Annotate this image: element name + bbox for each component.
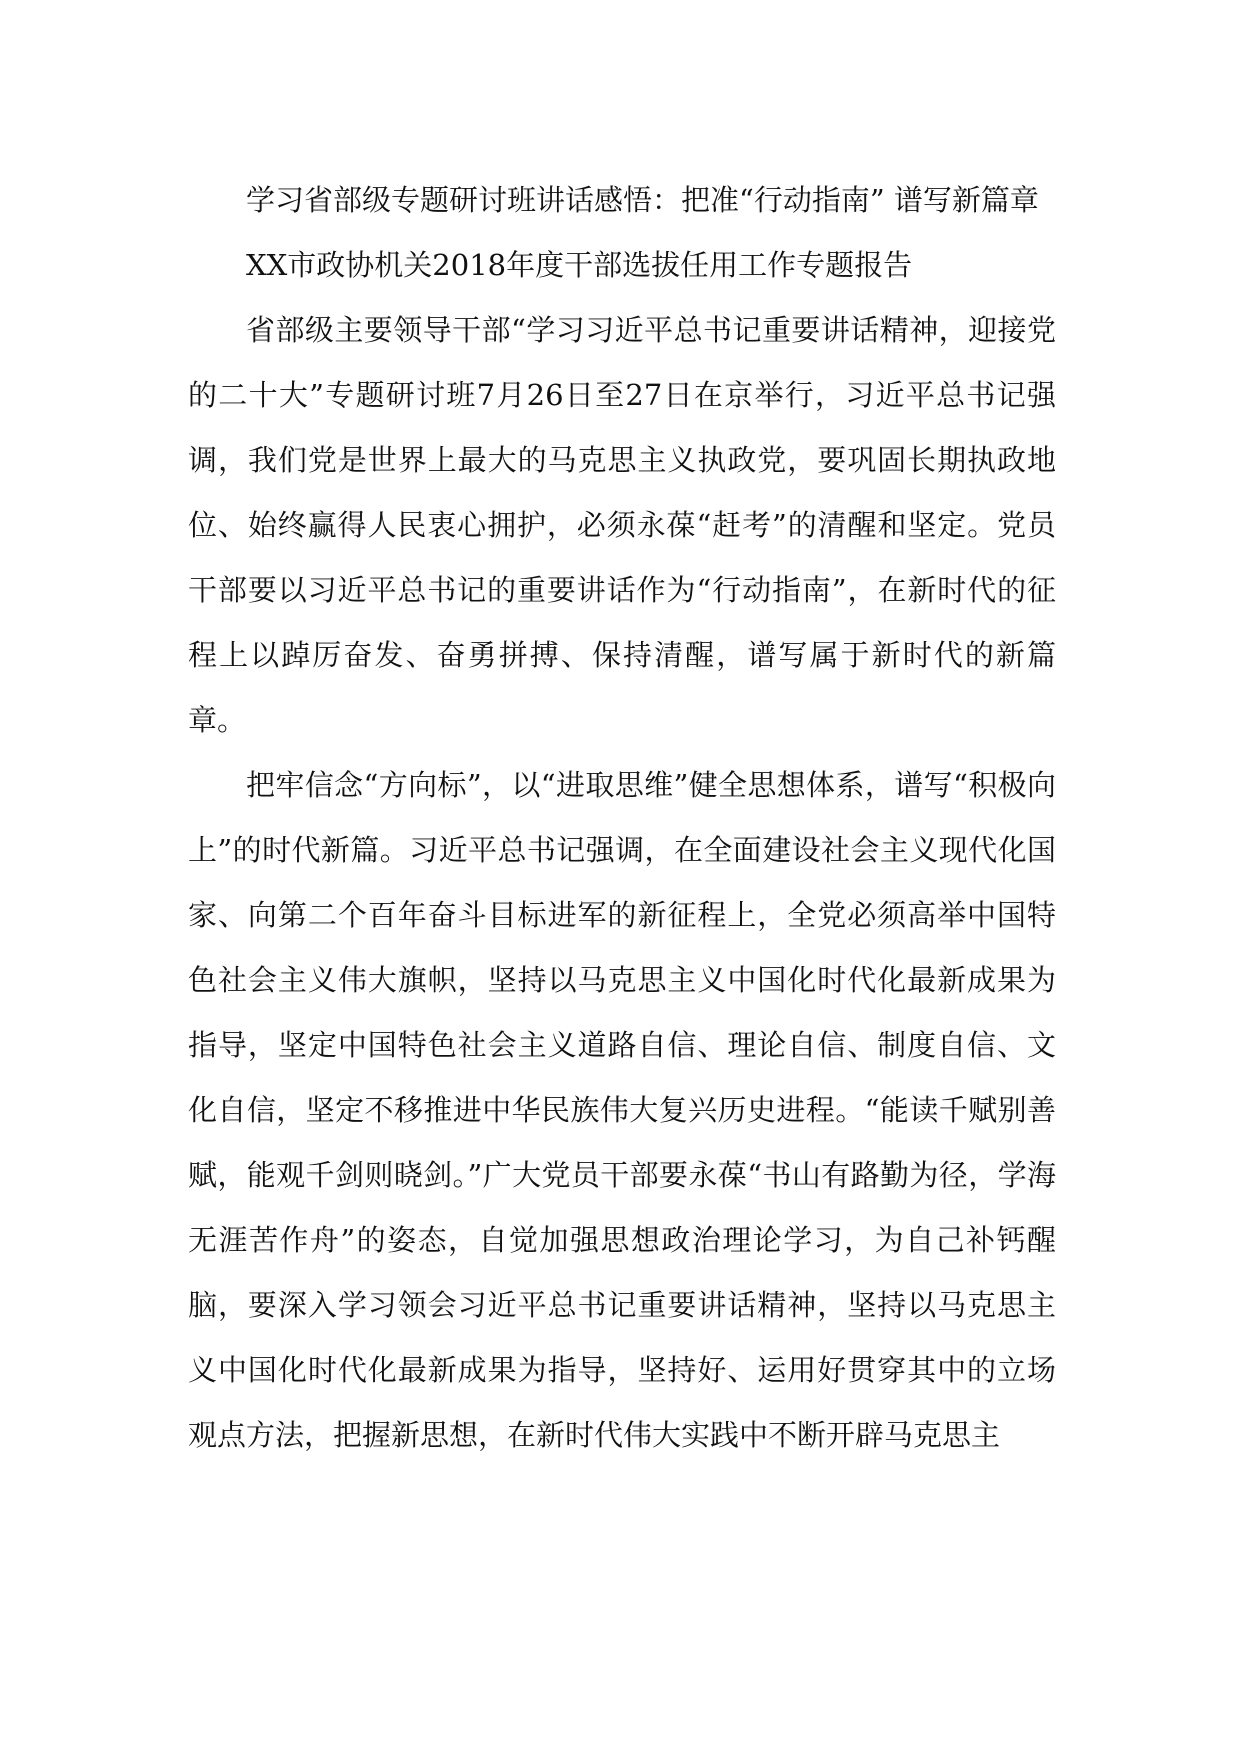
document-body: [188, 168, 1056, 1468]
document-subtitle: XX市政协机关2018年度干部选拔任用工作专题报告: [246, 248, 913, 282]
body-paragraph-2: 把牢信念“方向标”，以“进取思维”健全思想体系，谱写“积极向上”的时代新篇。习近平总书记强调，在全面建设社会主义现代化国家、向第二个百年奋斗目标进军的新征程上，全党必须高举中国特色社会主义伟大旗帜，坚持以马克思主义中国化时代化最新成果为指导，坚定中国特色社会主义道路自信、理论自信、制度自信、文化自信，坚定不移推进中华民族伟大复兴历史进程。“能读千赋别善赋，能观千剑则晓剑。”广大党员干部要永葆“书山有路勤为径，学海无涯苦作舟”的姿态，自觉加强思想政治理论学习，为自己补钙醒脑，要深入学习领会习近平总书记重要讲话精神，坚持以马克思主义中国化时代化最新成果为指导，坚持好、运用好贯穿其中的立场观点方法，把握新思想，在新时代伟大实践中不断开辟马克思主: [188, 768, 1056, 1452]
document-title: 学习省部级专题研讨班讲话感悟：把准“行动指南” 谱写新篇章: [246, 183, 1039, 217]
body-paragraph-1: 省部级主要领导干部“学习习近平总书记重要讲话精神，迎接党的二十大”专题研讨班7月26日至27日在京举行，习近平总书记强调，我们党是世界上最大的马克思主义执政党，要巩固长期执政地位、始终赢得人民衷心拥护，必须永葆“赶考”的清醒和坚定。党员干部要以习近平总书记的重要讲话作为“行动指南”，在新时代的征程上以踔厉奋发、奋勇拼搏、保持清醒，谱写属于新时代的新篇章。: [188, 313, 1056, 737]
